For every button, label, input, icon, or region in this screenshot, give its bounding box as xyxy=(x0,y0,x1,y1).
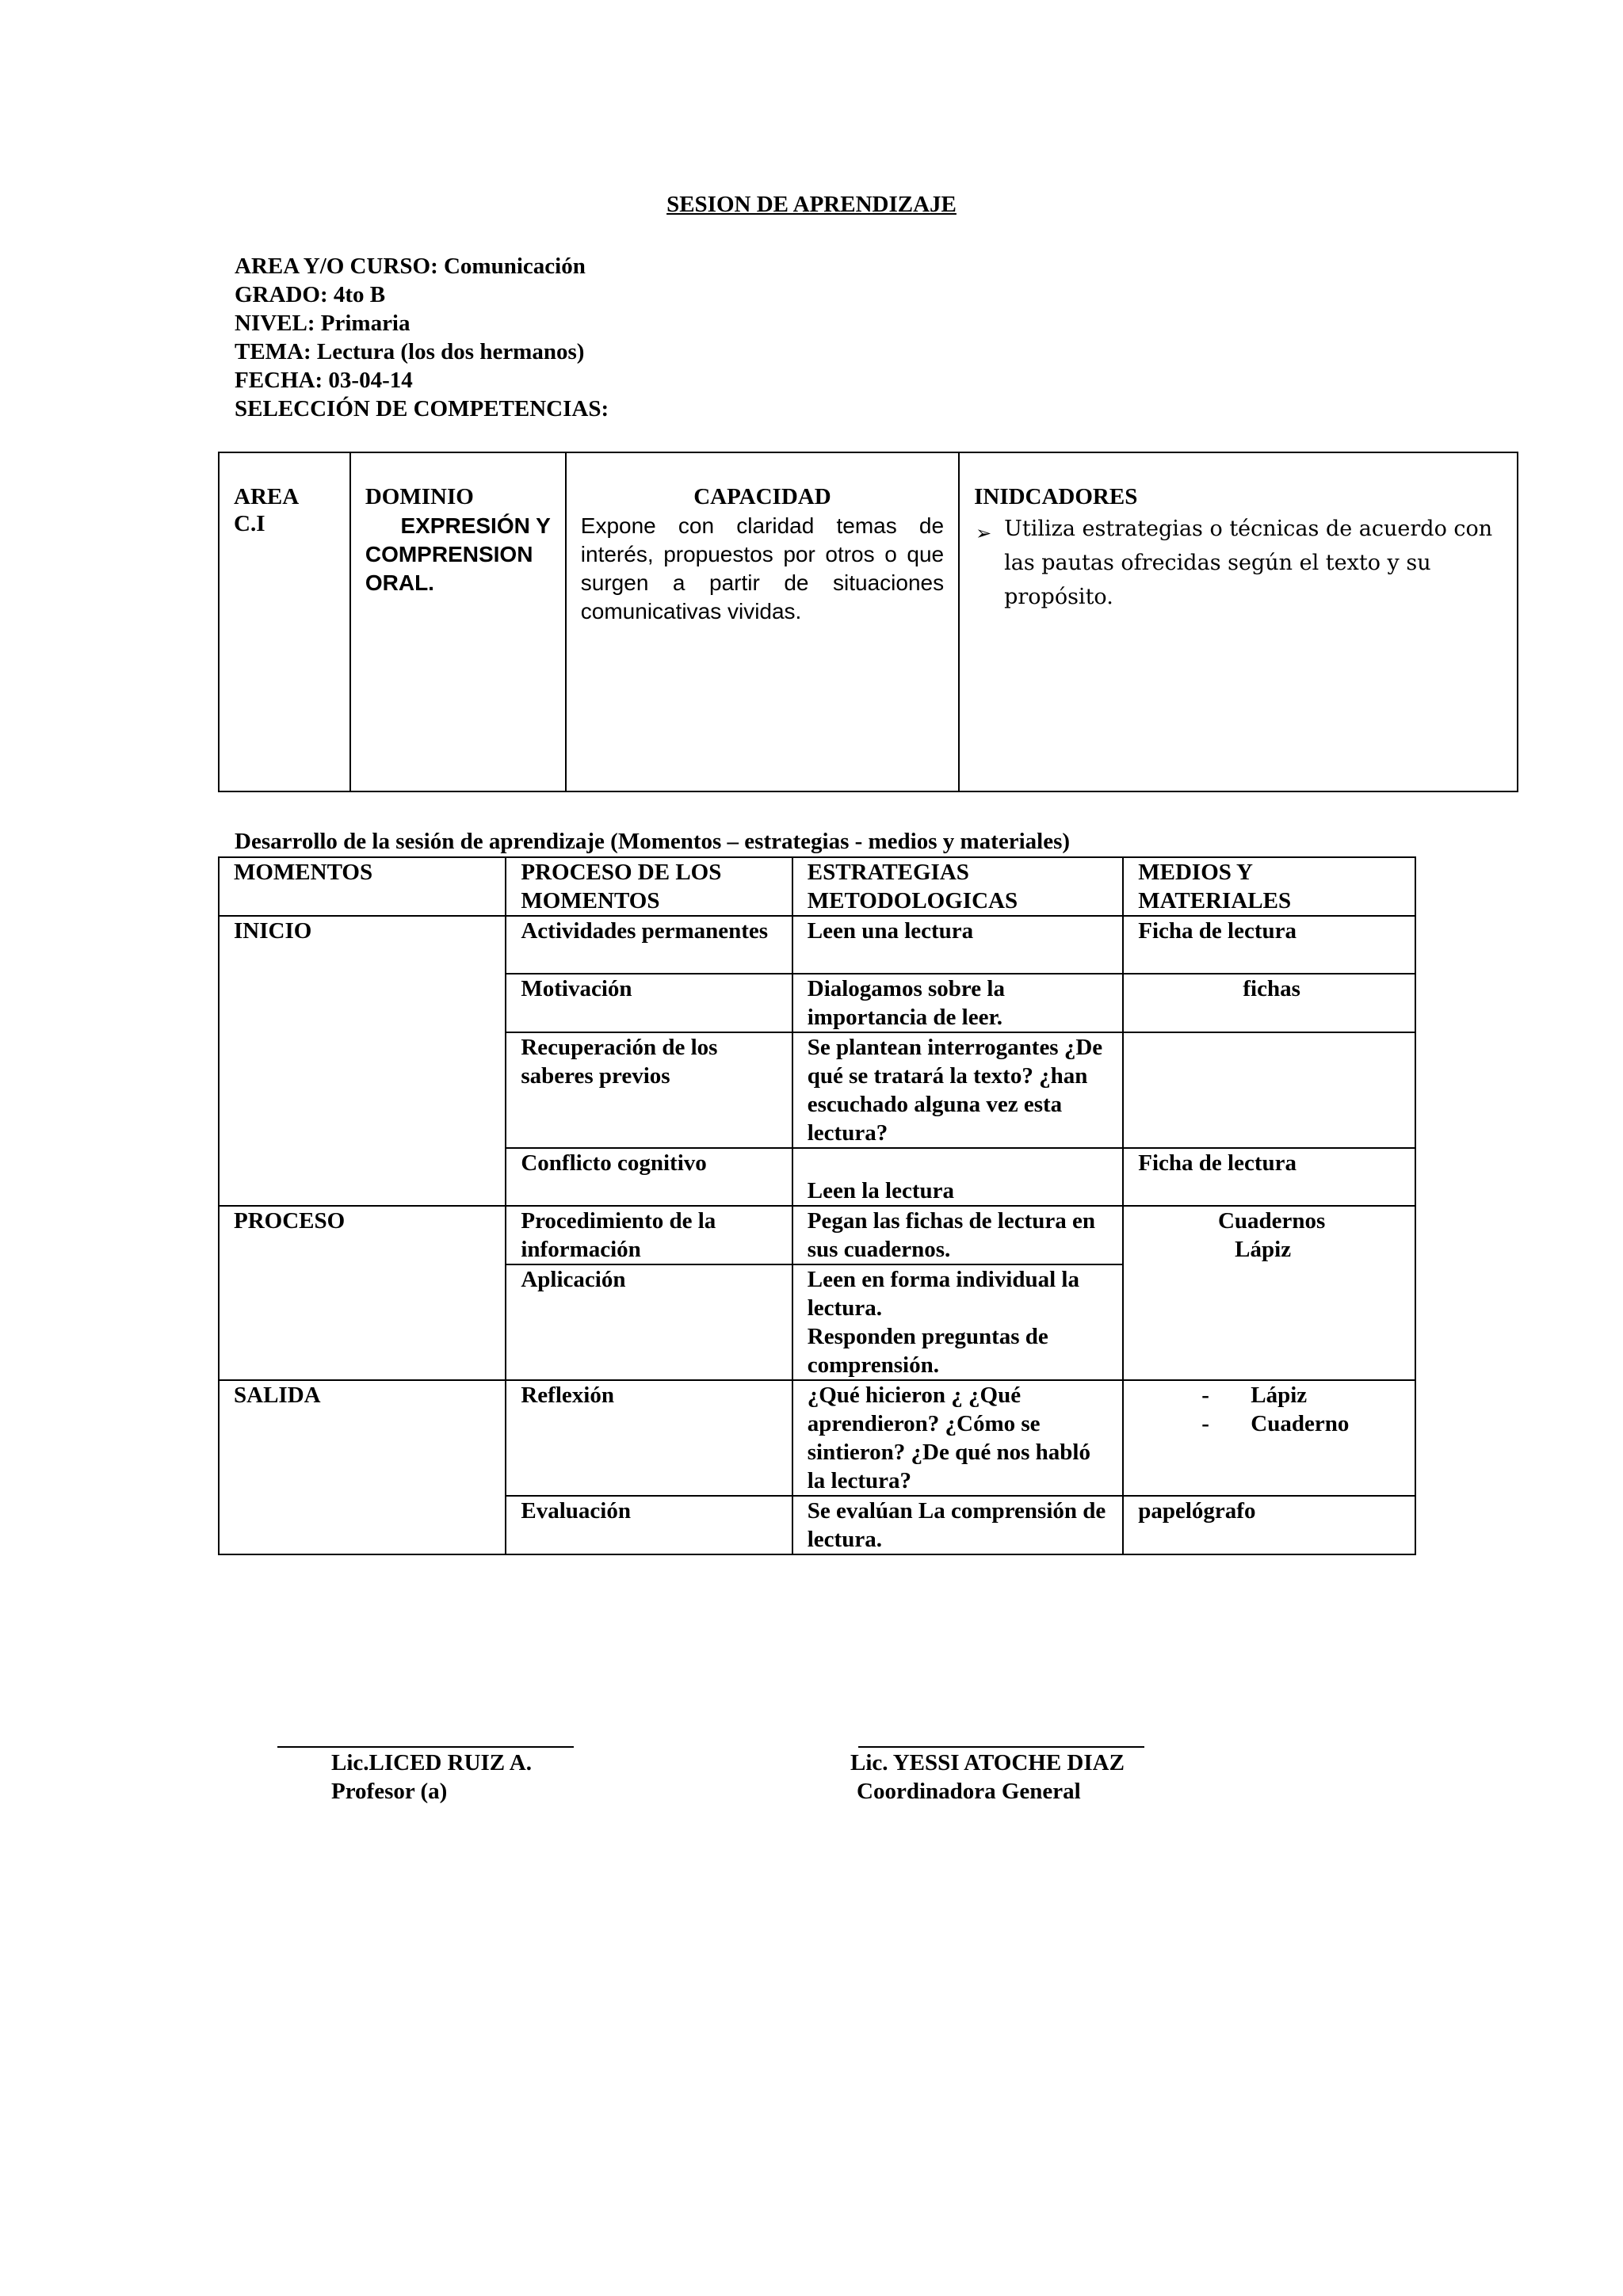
header-area: AREA xyxy=(219,452,350,512)
list-item xyxy=(1201,1381,1405,1409)
proceso-cell: Actividades permanentes xyxy=(506,916,792,974)
estrategia-cell: Pegan las fichas de lectura en sus cuadernos. xyxy=(792,1206,1124,1264)
proceso-cell: Evaluación xyxy=(506,1496,792,1554)
medios-cell: fichas xyxy=(1123,974,1415,1032)
medios-list xyxy=(1138,1381,1405,1438)
competencias-row xyxy=(219,512,1518,791)
signature-left xyxy=(331,1749,532,1806)
signature-right-name: Lic. YESSI ATOCHE DIAZ xyxy=(850,1750,1125,1775)
signature-line-right xyxy=(858,1746,1144,1748)
arrow-bullet-icon: ➢ xyxy=(976,522,992,544)
info-fecha: FECHA: 03-04-14 xyxy=(235,368,413,393)
proceso-cell: Recuperación de los saberes previos xyxy=(506,1032,792,1148)
dominio-line-1: EXPRESIÓN Y xyxy=(400,513,551,538)
page-title: SESION DE APRENDIZAJE xyxy=(666,192,957,217)
info-tema: TEMA: Lectura (los dos hermanos) xyxy=(235,339,585,364)
competencias-header-row xyxy=(219,452,1518,512)
session-info xyxy=(235,252,609,423)
dominio-line-2: COMPRENSION xyxy=(365,542,533,566)
header-indicadores: INIDCADORES xyxy=(959,452,1518,512)
dash-bullet: - xyxy=(1201,1383,1209,1408)
estrategia-cell: Dialogamos sobre la importancia de leer. xyxy=(792,974,1124,1032)
proceso-cell: Motivación xyxy=(506,974,792,1032)
medios-item: Lápiz xyxy=(1235,1237,1292,1262)
momento-inicio: INICIO xyxy=(219,916,506,1206)
header-momentos: MOMENTOS xyxy=(219,857,506,916)
info-nivel: NIVEL: Primaria xyxy=(235,311,411,336)
estrategia-cell: ¿Qué hicieron ¿ ¿Qué aprendieron? ¿Cómo se sintieron? ¿De qué nos habló la lectura? xyxy=(792,1380,1124,1496)
medios-cell xyxy=(1123,1032,1415,1148)
signature-left-name: Lic.LICED RUIZ A. xyxy=(331,1750,532,1775)
info-area: AREA Y/O CURSO: Comunicación xyxy=(235,254,586,279)
table-row xyxy=(219,916,1415,974)
header-proceso: PROCESO DE LOS MOMENTOS xyxy=(506,857,792,916)
info-grado: GRADO: 4to B xyxy=(235,282,386,307)
proceso-cell: Procedimiento de la información xyxy=(506,1206,792,1264)
header-estrategias: ESTRATEGIAS METODOLOGICAS xyxy=(792,857,1124,916)
medios-item: Cuaderno xyxy=(1251,1411,1350,1436)
competencias-table xyxy=(218,452,1518,792)
desarrollo-table xyxy=(218,856,1416,1555)
momento-proceso: PROCESO xyxy=(219,1206,506,1380)
dominio-line-3: ORAL. xyxy=(365,570,434,595)
medios-item: Cuadernos xyxy=(1217,1208,1326,1234)
table-row xyxy=(219,1380,1415,1496)
medios-cell: papelógrafo xyxy=(1123,1496,1415,1554)
medios-cell xyxy=(1123,1380,1415,1496)
info-seleccion: SELECCIÓN DE COMPETENCIAS: xyxy=(235,396,609,421)
desarrollo-header-row xyxy=(219,857,1415,916)
signature-right-role: Coordinadora General xyxy=(857,1779,1081,1804)
estrategia-cell xyxy=(792,1264,1124,1380)
dash-bullet: - xyxy=(1201,1411,1209,1436)
medios-cell: Ficha de lectura xyxy=(1123,1148,1415,1206)
cell-dominio xyxy=(350,512,566,791)
cell-area: C.I xyxy=(219,512,350,791)
signature-line-left xyxy=(277,1746,574,1748)
estrategia-cell: Leen la lectura xyxy=(792,1148,1124,1206)
header-medios: MEDIOS Y MATERIALES xyxy=(1123,857,1415,916)
signature-right xyxy=(850,1749,1125,1806)
estrategia-cell: Se plantean interrogantes ¿De qué se tratará la texto? ¿han escuchado alguna vez esta lectura? xyxy=(792,1032,1124,1148)
indicador-text: Utiliza estrategias o técnicas de acuerdo con las pautas ofrecidas según el texto y su propósito. xyxy=(1004,517,1493,609)
cell-indicadores xyxy=(959,512,1518,791)
estrategia-cell: Leen una lectura xyxy=(792,916,1124,974)
header-capacidad: CAPACIDAD xyxy=(566,452,959,512)
desarrollo-title: Desarrollo de la sesión de aprendizaje (Momentos – estrategias - medios y materiales) xyxy=(235,829,1071,854)
estrategia-line: Leen en forma individual la lectura. xyxy=(807,1267,1079,1321)
proceso-cell: Aplicación xyxy=(506,1264,792,1380)
medios-cell: Ficha de lectura xyxy=(1123,916,1415,974)
estrategia-cell: Se evalúan La comprensión de lectura. xyxy=(792,1496,1124,1554)
table-row xyxy=(219,1206,1415,1264)
estrategia-line: Responden preguntas de comprensión. xyxy=(807,1324,1048,1378)
proceso-cell: Reflexión xyxy=(506,1380,792,1496)
header-dominio: DOMINIO xyxy=(350,452,566,512)
medios-item: Lápiz xyxy=(1251,1383,1308,1408)
list-item xyxy=(1201,1409,1405,1438)
momento-salida: SALIDA xyxy=(219,1380,506,1554)
signature-left-role: Profesor (a) xyxy=(331,1779,448,1804)
proceso-cell: Conflicto cognitivo xyxy=(506,1148,792,1206)
medios-cell xyxy=(1123,1206,1415,1380)
cell-capacidad: Expone con claridad temas de interés, propuestos por otros o que surgen a partir de situaciones comunicativas vividas. xyxy=(566,512,959,791)
